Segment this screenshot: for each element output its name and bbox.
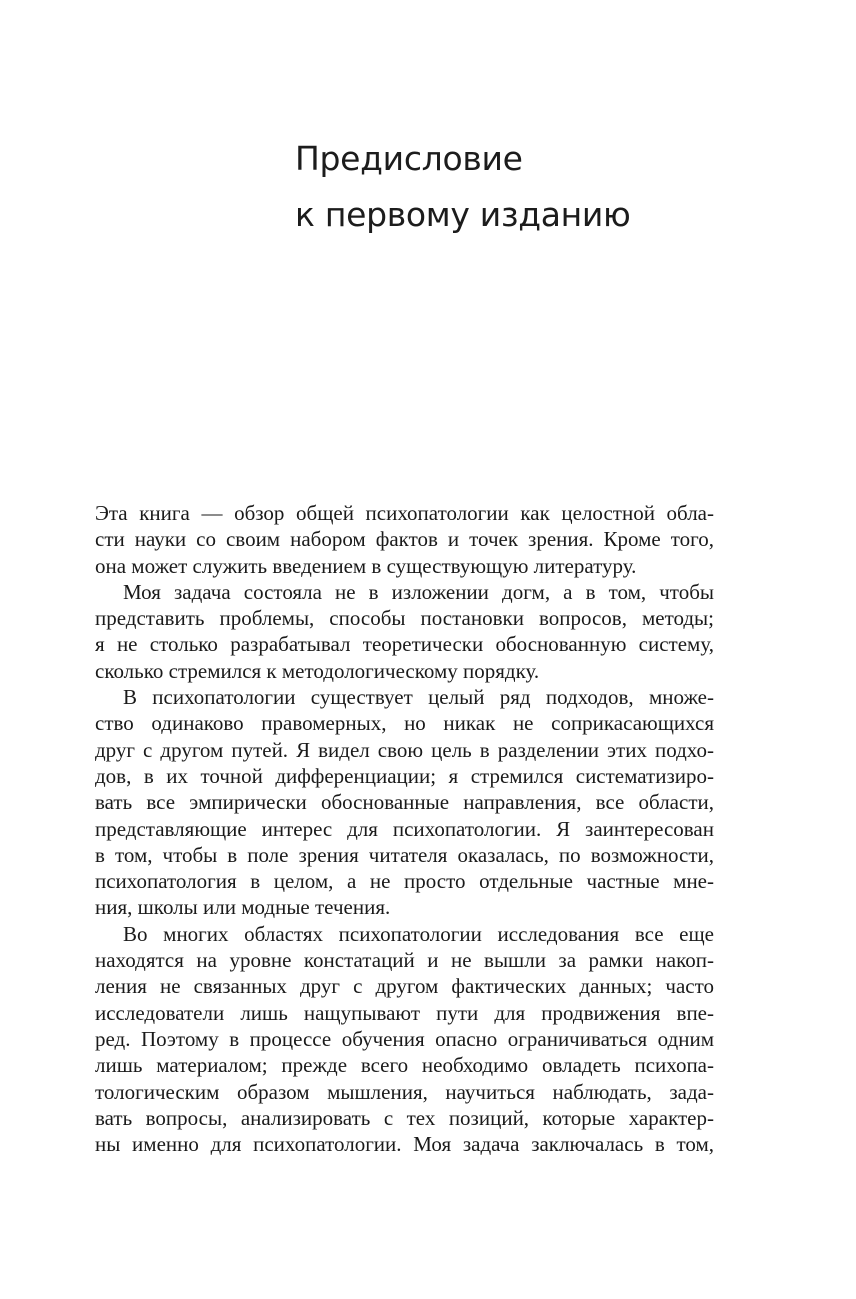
- text-line: в том, чтобы в поле зрения читателя оказалась, по возможности,: [95, 842, 714, 867]
- text-line: Во многих областях психопатологии исследования все еще: [123, 921, 714, 946]
- body-text: [95, 500, 714, 1157]
- chapter-title-line-1: Предисловие: [295, 139, 523, 178]
- text-line: ния, школы или модные течения.: [95, 895, 391, 920]
- text-line: Моя задача состояла не в изложении догм, а в том, чтобы: [123, 579, 714, 604]
- text-line: Эта книга — обзор общей психопатологии как целостной обла-: [95, 501, 714, 525]
- text-line: психопатология в целом, а не просто отдельные частные мне-: [95, 869, 714, 894]
- text-line: ство одинаково правомерных, но никак не соприкасающихся: [95, 711, 714, 736]
- text-line: лишь материалом; прежде всего необходимо овладеть психопа-: [95, 1053, 714, 1078]
- chapter-title: [295, 131, 631, 243]
- text-line: тологическим образом мышления, научиться наблюдать, зада-: [95, 1079, 714, 1104]
- text-line: друг с другом путей. Я видел свою цель в разделении этих подхо-: [95, 737, 714, 762]
- text-line: сколько стремился к методологическому порядку.: [95, 658, 540, 683]
- text-line: ны именно для психопатологии. Моя задача заключалась в том,: [95, 1132, 714, 1157]
- text-line: она может служить введением в существующую литературу.: [95, 553, 637, 578]
- text-line: ред. Поэтому в процессе обучения опасно ограничиваться одним: [95, 1026, 714, 1051]
- text-line: сти науки со своим набором фактов и точек зрения. Кроме того,: [95, 527, 714, 552]
- text-line: я не столько разрабатывал теоретически обоснованную систему,: [95, 632, 714, 657]
- chapter-title-line-2: к первому изданию: [295, 195, 631, 234]
- text-line: вать все эмпирически обоснованные направления, все области,: [95, 790, 714, 815]
- text-line: вать вопросы, анализировать с тех позиций, которые характер-: [95, 1105, 714, 1130]
- text-line: исследователи лишь нащупывают пути для продвижения впе-: [95, 1000, 714, 1025]
- text-line: представляющие интерес для психопатологии. Я заинтересован: [95, 816, 714, 841]
- text-line: находятся на уровне констатаций и не вышли за рамки накоп-: [95, 948, 714, 973]
- text-line: ления не связанных друг с другом фактических данных; часто: [95, 974, 714, 999]
- text-line: В психопатологии существует целый ряд подходов, множе-: [123, 685, 714, 710]
- text-line: представить проблемы, способы постановки вопросов, методы;: [95, 606, 714, 631]
- text-line: дов, в их точной дифференциации; я стремился систематизиро-: [95, 763, 714, 788]
